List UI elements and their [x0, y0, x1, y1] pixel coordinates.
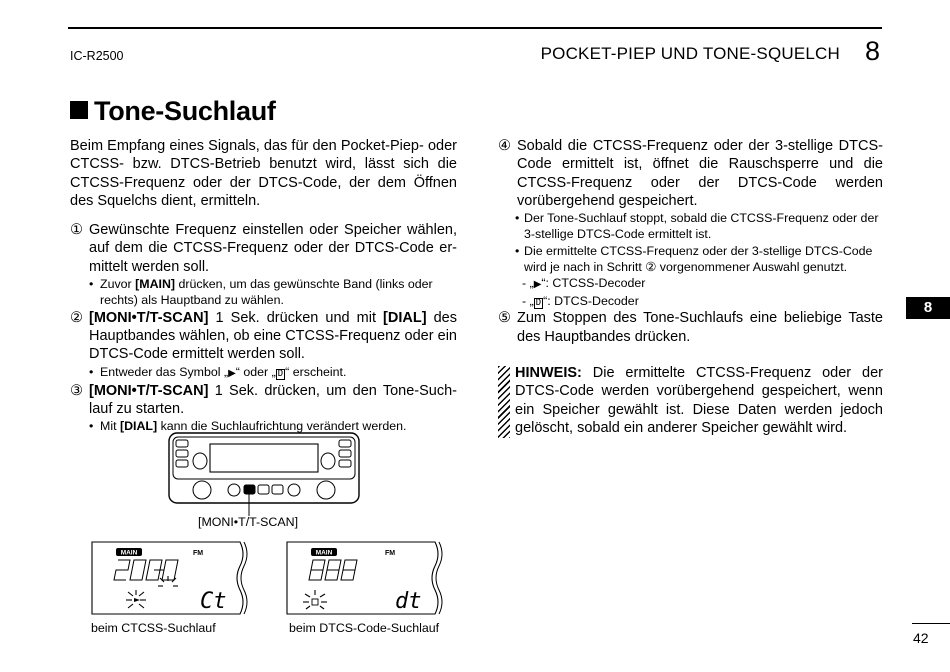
- step-text: Gewünschte Frequenz einstellen oder Speicher wählen, auf dem die CTCSS-Frequenz oder der DTCS-Code ermittelt werden soll.: [89, 222, 457, 275]
- note-text: kann die Suchlaufrichtung verändert werden.: [157, 419, 407, 434]
- note-text: “: DTCS-Decoder: [543, 294, 639, 309]
- hint-hatch-icon: [498, 366, 510, 438]
- right-column: [498, 137, 883, 437]
- step-number: ②: [70, 309, 83, 326]
- right-small-knob: [321, 453, 335, 469]
- left-dial: [193, 481, 211, 499]
- note-text: drücken, um das gewünschte Band (links oder rechts) als Hauptband zu wählen.: [100, 277, 433, 308]
- lcd-code: Ct: [200, 589, 227, 614]
- left-button: [176, 440, 188, 447]
- note-text: Entweder das Symbol „: [100, 364, 229, 379]
- step-text: Zum Stoppen des Tone-Suchlaufs eine beliebige Taste des Hauptbandes drücken.: [517, 310, 883, 345]
- left-button: [176, 460, 188, 467]
- key-label: [DIAL]: [119, 419, 158, 434]
- lcd-dtcs-caption: beim DTCS-Code-Suchlauf: [289, 621, 440, 635]
- note-text: Zuvor: [100, 277, 136, 292]
- panel-display: [210, 444, 318, 472]
- chapter-side-tab: 8: [906, 297, 950, 319]
- footer-rule: [912, 623, 950, 624]
- step-text: des Hauptbandes wählen, ob eine CTCSS-Frequenz oder ein DTCS-Code ermittelt werden soll.: [89, 309, 457, 363]
- lcd-ctcss-figure: [90, 538, 250, 618]
- model-name: IC-R2500: [70, 49, 124, 63]
- power-knob: [228, 484, 240, 496]
- note-text: Mit: [100, 419, 120, 434]
- note-text: - „: [522, 294, 534, 309]
- hint-box: [498, 364, 883, 437]
- moni-t-scan-key: [244, 485, 255, 494]
- right-button: [339, 440, 351, 447]
- step-4: [498, 137, 883, 210]
- moni-callout-label: [MONI•T/T-SCAN]: [198, 515, 299, 529]
- dtcs-symbol-icon: D: [277, 368, 284, 379]
- step-3-note: • Mit [DIAL] kann die Suchlaufrichtung verändert werden.: [89, 419, 407, 434]
- panel-knob: [288, 484, 300, 496]
- ctcss-symbol-icon: ▶: [533, 279, 542, 291]
- step-text: Sobald die CTCSS-Frequenz oder der 3-stellige DTCS-Code ermittelt ist, öffnet die Rauschsperre und die CTCSS-Frequenz oder der DTCS-Code werden vorübergehend gespeichert.: [517, 138, 883, 209]
- intro-paragraph: Beim Empfang eines Signals, das für den Pocket-Piep- oder CTCSS- bzw. DTCS-Betrieb benutzt wird, lässt sich die CTCSS-Frequenz oder der DTCS-Code, der dem Öffnen des Squelchs dient, ermitteln.: [70, 138, 457, 209]
- hint-label: HINWEIS:: [515, 364, 582, 381]
- page-heading: [70, 96, 276, 127]
- dtcs-symbol-icon: [312, 599, 318, 605]
- right-button: [339, 460, 351, 467]
- step-text: 1 Sek. drücken, um den Tone-Suchlauf zu starten.: [89, 382, 457, 418]
- lcd-ctcss-caption: beim CTCSS-Suchlauf: [91, 621, 216, 635]
- header-rule: [68, 27, 882, 29]
- lcd-dtcs-figure: [285, 538, 445, 618]
- key-label: [DIAL]: [383, 309, 427, 326]
- fm-indicator: FM: [193, 550, 204, 557]
- note-text: “ erscheint.: [285, 364, 347, 379]
- section-title: POCKET-PIEP UND TONE-SQUELCH: [540, 44, 840, 63]
- hint-text: Die ermittelte CTCSS-Frequenz oder der DTCS-Code werden vorübergehend gespeichert, wenn ein Speicher gewählt ist. Diese Daten werden jedoch gelöscht, sobald ein anderer Speicher gewählt wird.: [515, 364, 883, 436]
- right-dial: [317, 481, 335, 499]
- step-number: ④: [498, 138, 511, 154]
- page-number: 42: [913, 630, 929, 646]
- step-2-note: • Entweder das Symbol „▶“ oder „ D “ erscheint.: [89, 364, 347, 379]
- key-label: [MAIN]: [135, 277, 176, 292]
- ctcss-symbol-icon: ▶: [228, 367, 236, 379]
- panel-key: [272, 485, 283, 494]
- step-3: [70, 382, 457, 419]
- main-badge-text: MAIN: [315, 549, 333, 557]
- left-small-knob: [193, 453, 207, 469]
- step-number: ①: [70, 222, 83, 239]
- key-label: [MONI•T/T-SCAN]: [89, 309, 209, 326]
- ctcss-decoder-line: [498, 275, 883, 293]
- note-text: “ oder „: [235, 364, 276, 379]
- right-button: [339, 450, 351, 457]
- chapter-number: 8: [865, 36, 881, 66]
- fm-indicator: FM: [385, 550, 396, 557]
- step-4-note: • Der Tone-Suchlauf stoppt, sobald die CTCSS-Frequenz oder der 3-stellige DTCS-Code ermittelt ist.: [515, 211, 879, 242]
- step-1-note: • Zuvor [MAIN] drücken, um das gewünschte Band (links oder rechts) als Hauptband zu wählen.: [89, 277, 433, 308]
- dtcs-symbol-icon: D: [535, 298, 542, 309]
- note-text: Der Tone-Suchlauf stoppt, sobald die CTCSS-Frequenz oder der 3-stellige DTCS-Code ermittelt ist.: [524, 211, 879, 242]
- lcd-code: dt: [395, 589, 422, 614]
- heading-square-icon: [70, 101, 88, 119]
- radio-front-panel-figure: [160, 430, 370, 520]
- note-text: - „: [522, 276, 534, 291]
- step-number: ③: [70, 382, 83, 399]
- step-5: [498, 309, 883, 346]
- dtcs-decoder-line: [498, 293, 883, 309]
- heading-text: Tone-Suchlauf: [94, 96, 276, 126]
- main-badge-text: MAIN: [120, 549, 138, 557]
- step-4-note: • Die ermittelte CTCSS-Frequenz oder der 3-stellige DTCS-Code wird je nach in Schritt ② vorgenommener Auswahl genutzt.: [515, 243, 873, 275]
- step-text: 1 Sek. drücken und mit: [208, 309, 384, 326]
- panel-key: [258, 485, 269, 494]
- key-label: [MONI•T/T-SCAN]: [89, 382, 209, 399]
- left-button: [176, 450, 188, 457]
- note-text: Die ermittelte CTCSS-Frequenz oder der 3-stellige DTCS-Code wird je nach in Schritt ② vorgenommener Auswahl genutzt.: [524, 243, 873, 275]
- step-2: [70, 309, 457, 364]
- left-column: [70, 137, 457, 435]
- step-number: ⑤: [498, 310, 511, 327]
- step-1: [70, 221, 457, 276]
- note-text: “: CTCSS-Decoder: [541, 276, 646, 291]
